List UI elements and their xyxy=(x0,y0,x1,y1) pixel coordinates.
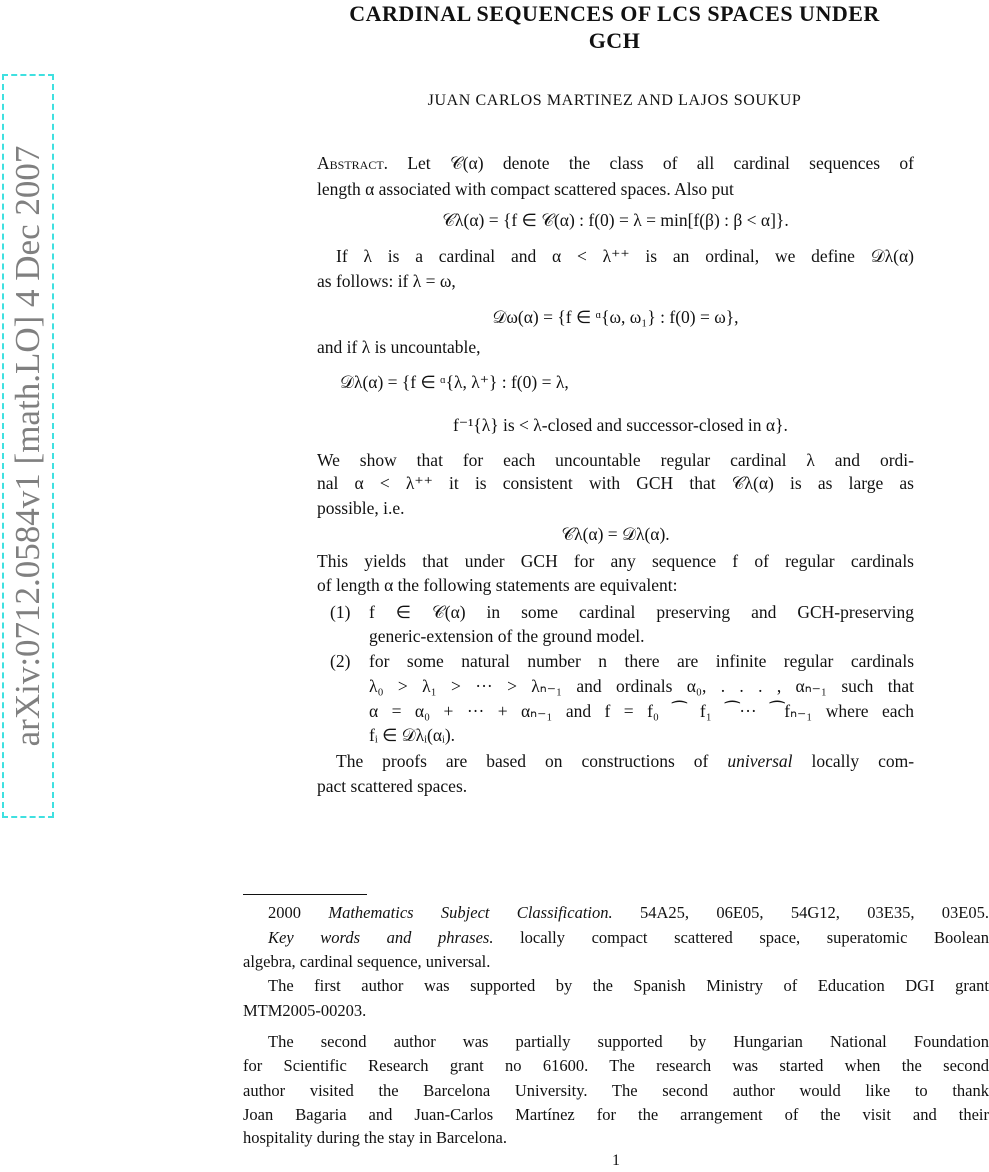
item-line: fᵢ ∈ 𝒟λᵢ(αᵢ). xyxy=(369,725,456,745)
item-line: for some natural number n there are infinite regular cardinals xyxy=(369,651,914,671)
abstract-heading: Abstract. xyxy=(317,153,389,173)
arxiv-stamp xyxy=(2,74,54,818)
authors: JUAN CARLOS MARTINEZ AND LAJOS SOUKUP xyxy=(427,92,802,109)
label: Mathematics Subject Classification. xyxy=(328,903,613,922)
arxiv-id: arXiv:0712.0584v1 [math.LO] 4 Dec 2007 xyxy=(8,145,47,747)
text: Let 𝒞(α) denote the class of all cardinal sequences of xyxy=(407,153,914,173)
item-line: λ₀ > λ₁ > ··· > λₙ₋₁ and ordinals α₀, . . . , αₙ₋₁ such that xyxy=(369,676,914,696)
footnote-line: The second author was partially supported by Hungarian National Foundation xyxy=(268,1032,989,1051)
paper-title-line2: GCH xyxy=(588,28,641,53)
abstract-line: of length α the following statements are equivalent: xyxy=(317,575,678,595)
text: locally compact scattered space, superatomic Boolean xyxy=(520,928,989,947)
footnote-line: algebra, cardinal sequence, universal. xyxy=(243,952,491,971)
label: Key words and phrases. xyxy=(268,928,494,947)
footnote-line: MTM2005-00203. xyxy=(243,1001,367,1020)
footnote-line: Joan Bagaria and Juan-Carlos Martínez for the arrangement of the visit and their xyxy=(243,1105,989,1124)
item-line: generic-extension of the ground model. xyxy=(369,626,645,646)
equation-c-lambda: 𝒞λ(α) = {f ∈ 𝒞(α) : f(0) = λ = min[f(β) : β < α]}. xyxy=(442,210,789,230)
item-line: f ∈ 𝒞(α) in some cardinal preserving and GCH-preserving xyxy=(369,602,914,622)
footnote-rule xyxy=(243,894,367,895)
text: 2000 xyxy=(268,903,301,922)
emphasis: universal xyxy=(727,751,793,771)
abstract-line: If λ is a cardinal and α < λ⁺⁺ is an ordinal, we define 𝒟λ(α) xyxy=(336,246,914,266)
abstract-line: as follows: if λ = ω, xyxy=(317,271,456,291)
paper-title-line1: CARDINAL SEQUENCES OF LCS SPACES UNDER xyxy=(349,1,880,26)
abstract-line: possible, i.e. xyxy=(317,498,405,518)
equation-main: 𝒞λ(α) = 𝒟λ(α). xyxy=(561,524,670,544)
footnote-line: hospitality during the stay in Barcelona. xyxy=(243,1128,507,1147)
item-line: α = α₀ + ··· + αₙ₋₁ and f = f₀ ⁀ f₁ ⁀··· ⁀fₙ₋₁ where each xyxy=(369,701,914,721)
abstract-line xyxy=(317,152,914,174)
footnote-line: The first author was supported by the Spanish Ministry of Education DGI grant xyxy=(268,976,989,995)
abstract-line: This yields that under GCH for any sequence f of regular cardinals xyxy=(317,551,914,571)
footnote-msc xyxy=(243,902,989,924)
text: 54A25, 06E05, 54G12, 03E35, 03E05. xyxy=(639,903,989,922)
abstract-line: nal α < λ⁺⁺ it is consistent with GCH that 𝒞λ(α) is as large as xyxy=(317,473,914,493)
footnote-line: author visited the Barcelona University. The second author would like to thank xyxy=(243,1081,989,1100)
abstract-line: We show that for each uncountable regular cardinal λ and ordi- xyxy=(317,450,914,470)
footnote-keywords xyxy=(243,927,989,949)
footnote-line: for Scientific Research grant no 61600. The research was started when the second xyxy=(243,1056,989,1075)
text: The proofs are based on constructions of xyxy=(336,751,709,771)
equation-d-lambda-1: 𝒟λ(α) = {f ∈ ᵅ{λ, λ⁺} : f(0) = λ, xyxy=(340,372,569,392)
text: locally com- xyxy=(811,751,915,771)
equation-d-omega: 𝒟ω(α) = {f ∈ ᵅ{ω, ω₁} : f(0) = ω}, xyxy=(492,307,739,327)
item-number: (1) xyxy=(330,602,351,622)
equation-d-lambda-2: f⁻¹{λ} is < λ-closed and successor-closed in α}. xyxy=(453,415,788,435)
abstract-line xyxy=(317,750,914,772)
abstract-line: pact scattered spaces. xyxy=(317,776,468,796)
abstract-line: and if λ is uncountable, xyxy=(317,337,481,357)
page-number: 1 xyxy=(612,1152,620,1169)
abstract-line: length α associated with compact scattered spaces. Also put xyxy=(317,179,734,199)
item-number: (2) xyxy=(330,651,351,671)
